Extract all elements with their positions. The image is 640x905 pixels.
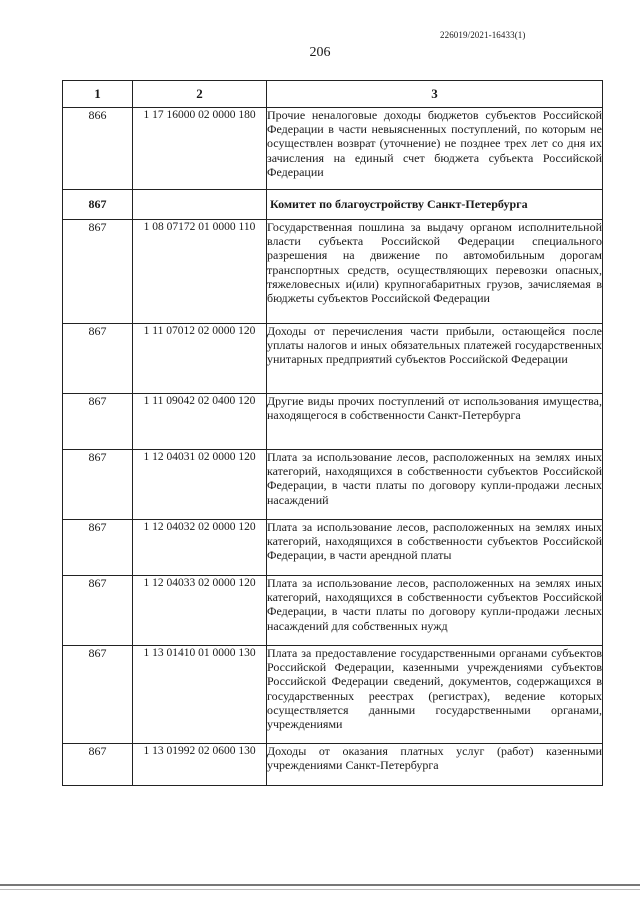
- admin-code-cell: 867: [63, 520, 133, 576]
- admin-code-cell: 867: [63, 576, 133, 646]
- revenue-code-cell: 1 17 16000 02 0000 180: [133, 108, 267, 190]
- page-number: 206: [309, 45, 331, 60]
- revenue-name-cell: Доходы от оказания платных услуг (работ) казенными учреждениями Санкт-Петербурга: [267, 744, 603, 786]
- revenue-code-cell: 1 12 04031 02 0000 120: [133, 450, 267, 520]
- document-id: 226019/2021-16433(1): [440, 30, 526, 40]
- scan-edge-line: [0, 884, 640, 886]
- admin-code-cell: 867: [63, 324, 133, 394]
- revenue-name-cell: Другие виды прочих поступлений от использования имущества, находящегося в собственности Санкт-Петербурга: [267, 394, 603, 450]
- revenue-code-cell: 1 13 01992 02 0600 130: [133, 744, 267, 786]
- column-header: 2: [133, 81, 267, 108]
- revenue-name-cell: Государственная пошлина за выдачу органом исполнительной власти субъекта Российской Федерации специального разрешения на движение по автомобильным дорогам транспортных средств, осуществляющих перевозки опасных, тяжеловесных и(или) крупногабаритных грузов, зачисляемая в бюджеты субъектов Российской Федерации: [267, 220, 603, 324]
- table-row: [63, 450, 603, 520]
- revenue-code-cell: 1 08 07172 01 0000 110: [133, 220, 267, 324]
- revenue-name-cell: Плата за использование лесов, расположенных на землях иных категорий, находящихся в собственности субъектов Российской Федерации, в части арендной платы: [267, 520, 603, 576]
- column-header: 1: [63, 81, 133, 108]
- table-row: [63, 646, 603, 744]
- revenue-name-cell: Плата за использование лесов, расположенных на землях иных категорий, находящихся в собственности субъектов Российской Федерации, в части платы по договору купли-продажи лесных насаждений для собственных нужд: [267, 576, 603, 646]
- table-row: [63, 576, 603, 646]
- column-header: 3: [267, 81, 603, 108]
- table-header-row: [63, 81, 603, 108]
- revenue-name-cell: Прочие неналоговые доходы бюджетов субъектов Российской Федерации в части невыясненных поступлений, по которым не осуществлен возврат (уточнение) не позднее трех лет со дня их зачисления на единый счет бюджета субъекта Российской Федерации: [267, 108, 603, 190]
- table-row: [63, 744, 603, 786]
- table-row: [63, 324, 603, 394]
- table-row: [63, 520, 603, 576]
- revenue-name-cell: Доходы от перечисления части прибыли, остающейся после уплаты налогов и иных обязательных платежей государственных унитарных предприятий субъектов Российской Федерации: [267, 324, 603, 394]
- table-row: [63, 108, 603, 190]
- admin-code-cell: 867: [63, 646, 133, 744]
- admin-code-cell: 867: [63, 394, 133, 450]
- admin-code-cell: 867: [63, 744, 133, 786]
- table-row: [63, 220, 603, 324]
- revenue-code-cell: 1 11 09042 02 0400 120: [133, 394, 267, 450]
- admin-code-cell: 867: [63, 450, 133, 520]
- revenue-code-cell: 1 13 01410 01 0000 130: [133, 646, 267, 744]
- revenue-name-cell: Плата за использование лесов, расположенных на землях иных категорий, находящихся в собственности субъектов Российской Федерации, в части платы по договору купли-продажи лесных насаждений: [267, 450, 603, 520]
- admin-code-cell: 867: [63, 220, 133, 324]
- revenue-name-cell: Плата за предоставление государственными органами субъектов Российской Федерации, казенными учреждениями субъектов Российской Федерации сведений, документов, содержащихся в государственных реестрах (регистрах), ведение которых осуществляется данными государственными органами, учреждениями: [267, 646, 603, 744]
- admin-code-cell: 867: [63, 190, 133, 220]
- admin-code-cell: 866: [63, 108, 133, 190]
- section-header-row: [63, 190, 603, 220]
- revenue-code-cell: [133, 190, 267, 220]
- revenue-table: [62, 80, 603, 786]
- revenue-name-cell: Комитет по благоустройству Санкт-Петербурга: [267, 190, 603, 220]
- revenue-code-cell: 1 11 07012 02 0000 120: [133, 324, 267, 394]
- revenue-code-cell: 1 12 04032 02 0000 120: [133, 520, 267, 576]
- table-row: [63, 394, 603, 450]
- scan-edge-line: [0, 889, 640, 890]
- revenue-code-cell: 1 12 04033 02 0000 120: [133, 576, 267, 646]
